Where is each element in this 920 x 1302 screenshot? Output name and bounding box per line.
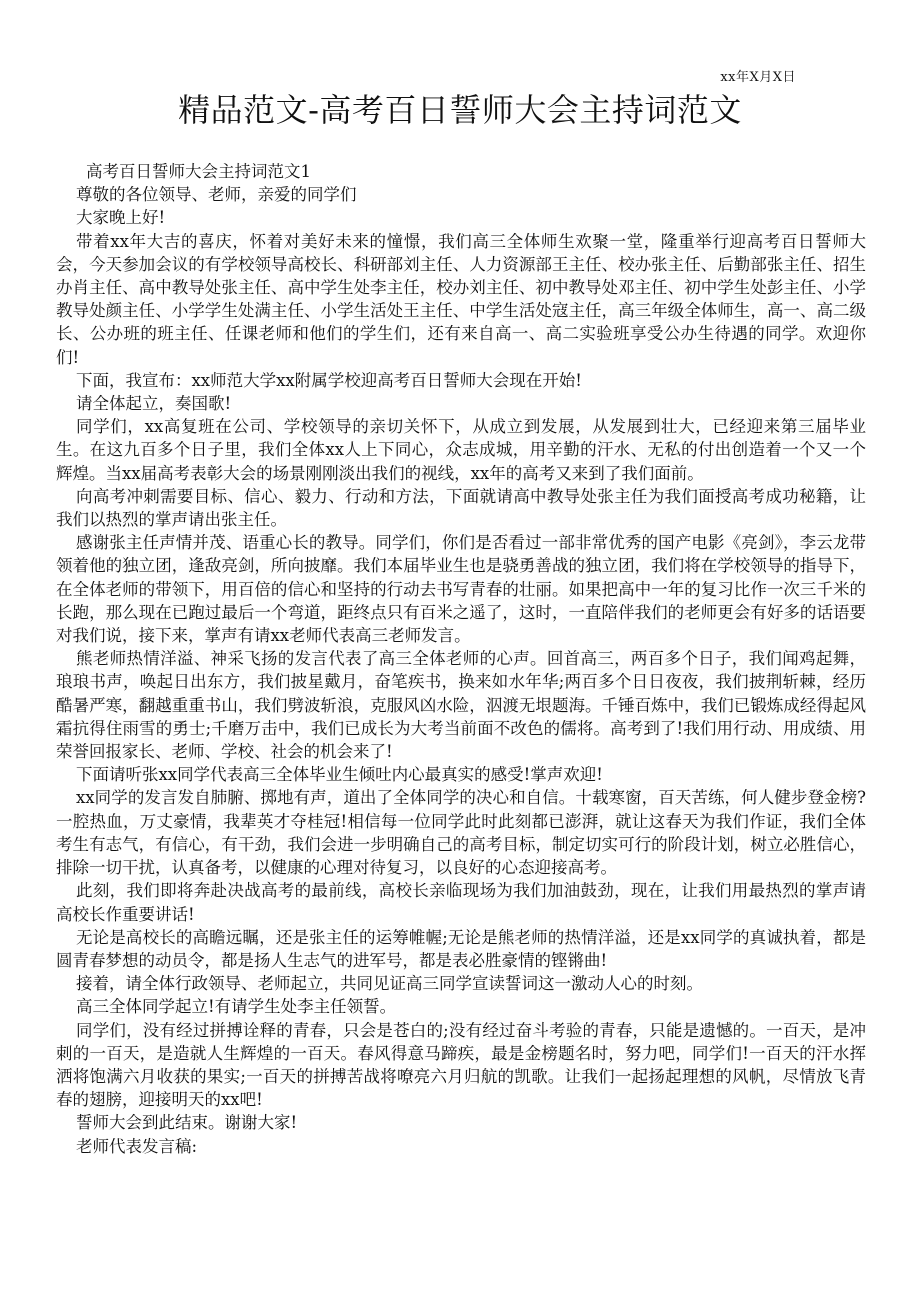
document-date: xx年X月X日 — [720, 70, 796, 85]
paragraph: 熊老师热情洋溢、神采飞扬的发言代表了高三全体老师的心声。回首高三，两百多个日子，我们闻鸡起舞，琅琅书声，唤起日出东方，我们披星戴月，奋笔疾书，换来如水年华;两百多个日日夜夜，我们披荆斩棘，经历酷暑严寒，翻越重重书山，我们劈波斩浪，克服风凶水险，泅渡无垠题海。千锤百炼中，我们已锻炼成经得起风霜抗得住雨雪的勇士;千磨万击中，我们已成长为大考当前面不改色的儒将。高考到了!我们用行动、用成绩、用荣誉回报家长、老师、学校、社会的机会来了! — [56, 649, 866, 762]
paragraph: 下面请听张xx同学代表高三全体毕业生倾吐内心最真实的感受!掌声欢迎! — [76, 765, 603, 785]
salutation: 尊敬的各位领导、老师，亲爱的同学们 — [76, 185, 357, 205]
section-heading: 高考百日誓师大会主持词范文1 — [86, 162, 311, 181]
document-body — [56, 160, 866, 1158]
paragraph: 请全体起立，奏国歌! — [76, 394, 232, 414]
document-title: 精品范文-高考百日誓师大会主持词范文 — [178, 91, 742, 129]
greeting: 大家晚上好! — [76, 208, 166, 228]
paragraph: 带着xx年大吉的喜庆，怀着对美好未来的憧憬，我们高三全体师生欢聚一堂，隆重举行迎高考百日誓师大会，今天参加会议的有学校领导高校长、科研部刘主任、人力资源部王主任、校办张主任、后勤部张主任、招生办肖主任、高中教导处张主任、高中学生处李主任，校办刘主任、初中教导处邓主任、初中学生处彭主任、小学教导处颜主任、小学学生处满主任、小学生活处王主任、中学生活处寇主任，高三年级全体师生，高一、高二级长、公办班的班主任、任课老师和他们的学生们，还有来自高一、高二实验班享受公办生待遇的同学。欢迎你们! — [56, 231, 866, 367]
paragraph: 下面，我宣布：xx师范大学xx附属学校迎高考百日誓师大会现在开始! — [76, 370, 582, 390]
paragraph: 高三全体同学起立!有请学生处李主任领誓。 — [76, 997, 397, 1017]
paragraph: 老师代表发言稿: — [76, 1136, 198, 1156]
paragraph: 此刻，我们即将奔赴决战高考的最前线，高校长亲临现场为我们加油鼓劲，现在，让我们用最热烈的掌声请高校长作重要讲话! — [56, 881, 866, 924]
paragraph: 感谢张主任声情并茂、语重心长的教导。同学们，你们是否看过一部非常优秀的国产电影《亮剑》，李云龙带领着他的独立团，逢敌亮剑，所向披靡。我们本届毕业生也是骁勇善战的独立团，我们将在学校领导的指导下，在全体老师的带领下，用百倍的信心和坚持的行动去书写青春的壮丽。如果把高中一年的复习比作一次三千米的长跑，那么现在已跑过最后一个弯道，距终点只有百米之遥了，这时，一直陪伴我们的老师更会有好多的话语要对我们说，接下来，掌声有请xx老师代表高三老师发言。 — [56, 533, 866, 646]
paragraph: xx同学的发言发自肺腑、掷地有声，道出了全体同学的决心和自信。十载寒窗，百天苦练，何人健步登金榜?一腔热血，万丈豪情，我辈英才夺桂冠!相信每一位同学此时此刻都已澎湃，就让这春天为我们作证，我们全体考生有志气，有信心，有干劲，我们会进一步明确自己的高考目标，制定切实可行的阶段计划，树立必胜信心，排除一切干扰，认真备考，以健康的心理对待复习，以良好的心态迎接高考。 — [56, 788, 866, 878]
paragraph: 同学们，xx高复班在公司、学校领导的亲切关怀下，从成立到发展，从发展到壮大，已经迎来第三届毕业生。在这九百多个日子里，我们全体xx人上下同心，众志成城，用辛勤的汗水、无私的付出创造着一个又一个辉煌。当xx届高考表彰大会的场景刚刚淡出我们的视线，xx年的高考又来到了我们面前。 — [56, 417, 866, 483]
paragraph: 接着，请全体行政领导、老师起立，共同见证高三同学宣读誓词这一激动人心的时刻。 — [76, 974, 703, 994]
paragraph: 誓师大会到此结束。谢谢大家! — [76, 1113, 298, 1133]
paragraph: 无论是高校长的高瞻远瞩，还是张主任的运筹帷幄;无论是熊老师的热情洋溢，还是xx同学的真诚执着，都是圆青春梦想的动员令，都是扬人生志气的进军号，都是表必胜豪情的铿锵曲! — [56, 927, 866, 970]
paragraph: 同学们，没有经过拼搏诠释的青春，只会是苍白的;没有经过奋斗考验的青春，只能是遗憾的。一百天，是冲刺的一百天，是造就人生辉煌的一百天。春风得意马蹄疾，最是金榜题名时，努力吧，同学们!一百天的汗水挥洒将饱满六月收获的果实;一百天的拼搏苦战将嘹亮六月归航的凯歌。让我们一起扬起理想的风帆，尽情放飞青春的翅膀，迎接明天的xx吧! — [56, 1020, 866, 1110]
paragraph: 向高考冲刺需要目标、信心、毅力、行动和方法，下面就请高中教导处张主任为我们面授高考成功秘籍，让我们以热烈的掌声请出张主任。 — [56, 486, 866, 530]
